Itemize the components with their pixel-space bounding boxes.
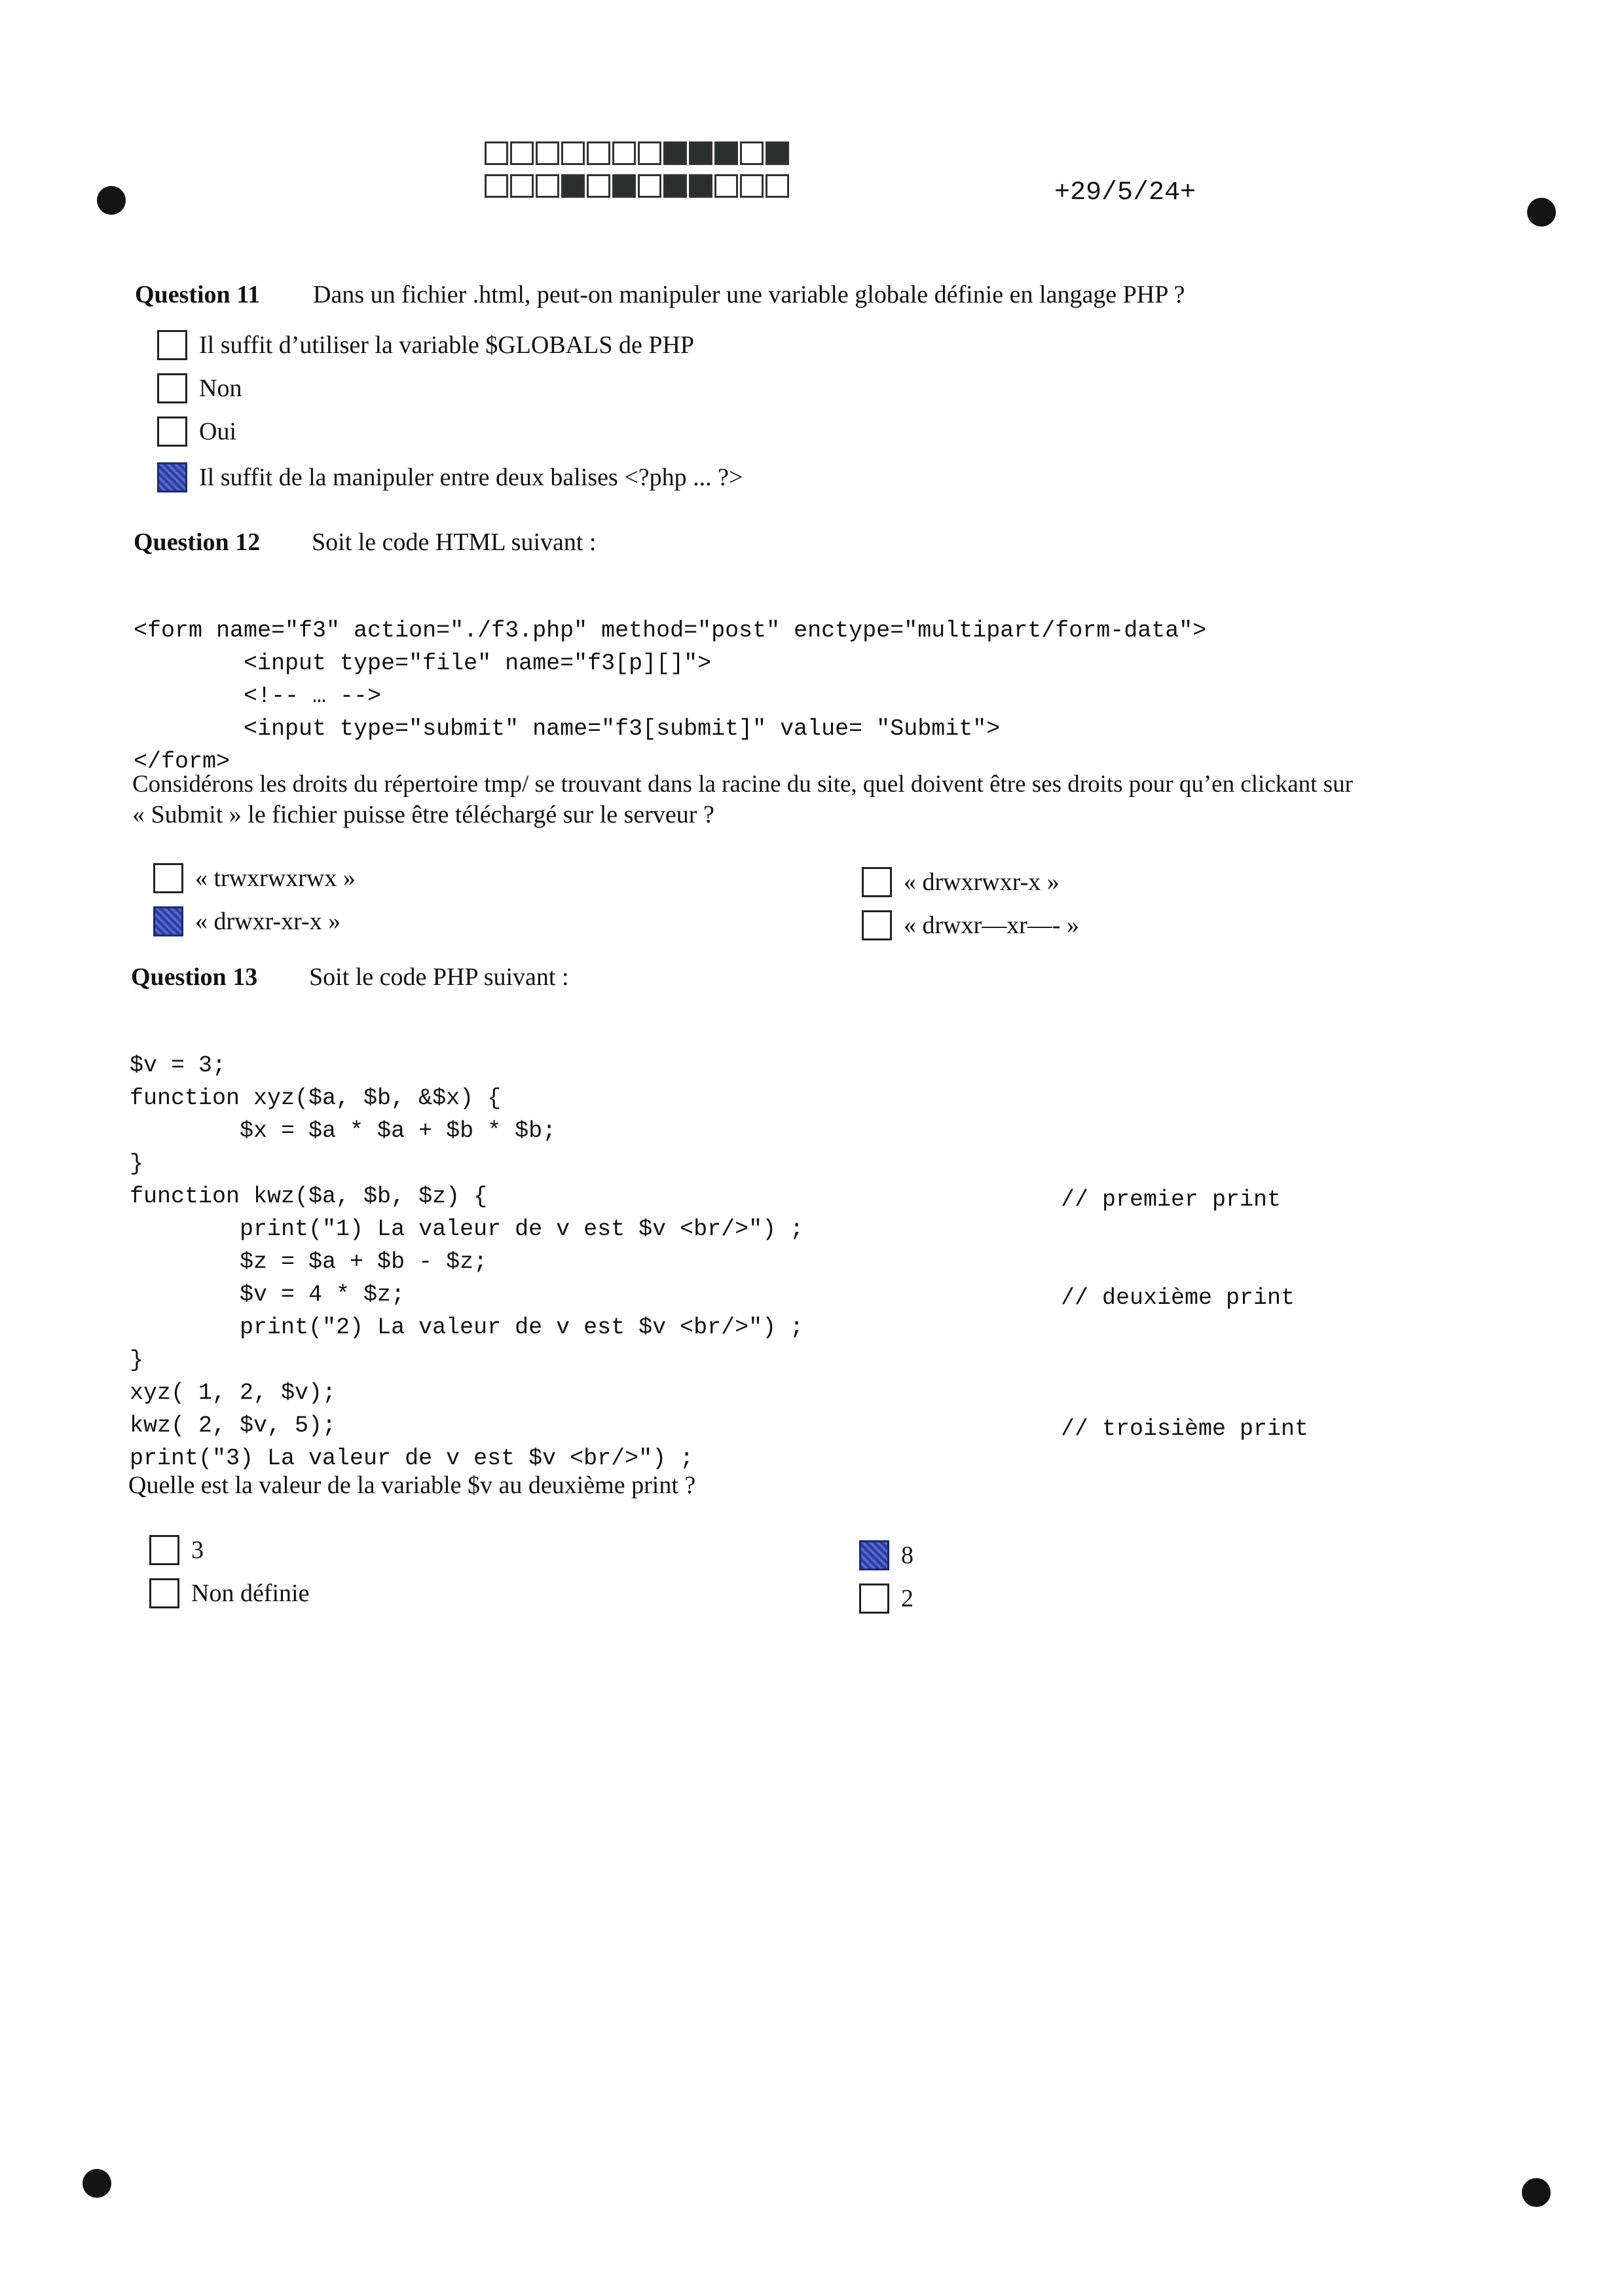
code-comment-premier: // premier print	[1061, 1187, 1282, 1213]
barcode-cell	[485, 174, 508, 198]
q13-option-3[interactable]	[859, 1540, 913, 1570]
code-line: xyz( 1, 2, $v);	[130, 1380, 337, 1406]
q12-option-1[interactable]	[153, 863, 356, 893]
q13-option-1[interactable]	[149, 1535, 204, 1565]
barcode-cell	[561, 174, 585, 198]
q11-option-3[interactable]	[157, 417, 236, 447]
barcode-cell	[663, 141, 687, 165]
checkbox-checked[interactable]	[153, 906, 183, 936]
registration-mark-bottom-left	[83, 2169, 111, 2198]
barcode-cell	[689, 174, 712, 198]
question-label: Question 13	[131, 963, 258, 991]
code-line: function xyz($a, $b, &$x) {	[130, 1085, 502, 1111]
q12-text-line-1: Considérons les droits du répertoire tmp/ se trouvant dans la racine du site, quel doivent être ses droits pour qu’en clickant sur	[132, 771, 1353, 798]
code-line: }	[130, 1347, 144, 1373]
registration-mark-bottom-right	[1522, 2178, 1551, 2207]
q11-option-1[interactable]	[157, 330, 694, 360]
q12-option-3[interactable]	[862, 867, 1060, 897]
question-label: Question 11	[135, 281, 261, 308]
option-label: 2	[901, 1585, 913, 1612]
q12-text-line-2: « Submit » le fichier puisse être téléchargé sur le serveur ?	[132, 801, 714, 828]
code-line: print("3) La valeur de v est $v <br/>") ;	[130, 1445, 694, 1472]
question-prompt: Soit le code PHP suivant :	[309, 963, 569, 991]
barcode-cell	[587, 174, 610, 198]
q12-option-4[interactable]	[862, 910, 1079, 940]
question-prompt: Soit le code HTML suivant :	[312, 528, 597, 556]
code-line: }	[130, 1151, 144, 1177]
question-label: Question 12	[134, 528, 261, 556]
option-label: « drwxrwxr-x »	[904, 868, 1060, 896]
code-line: print("1) La valeur de v est $v <br/>") ;	[130, 1216, 804, 1242]
checkbox[interactable]	[153, 863, 183, 893]
option-label: Il suffit d’utiliser la variable $GLOBALS de PHP	[199, 331, 695, 359]
option-label: Oui	[199, 418, 236, 445]
barcode-cell	[689, 141, 712, 165]
checkbox[interactable]	[859, 1583, 889, 1614]
option-label: « trwxrwxrwx »	[195, 864, 356, 892]
barcode-cell	[638, 174, 661, 198]
q13-option-2[interactable]	[149, 1578, 309, 1608]
barcode-cell	[714, 141, 738, 165]
code-line: $v = 4 * $z;	[130, 1282, 405, 1308]
checkbox[interactable]	[157, 417, 187, 447]
barcode-cell	[740, 141, 764, 165]
code-line: <!-- … -->	[134, 683, 382, 709]
checkbox[interactable]	[149, 1578, 179, 1608]
barcode-cell	[766, 141, 789, 165]
checkbox-checked[interactable]	[157, 462, 187, 492]
option-label: « drwxr—xr—- »	[904, 912, 1080, 939]
page-id: +29/5/24+	[1054, 178, 1196, 208]
barcode-row-1	[485, 141, 791, 165]
barcode-cell	[485, 141, 508, 165]
code-line: $v = 3;	[130, 1052, 227, 1079]
option-label: Non définie	[191, 1580, 310, 1607]
option-label: « drwxr-xr-x »	[195, 908, 341, 935]
code-line: $x = $a * $a + $b * $b;	[130, 1118, 557, 1144]
checkbox[interactable]	[157, 373, 187, 403]
registration-mark-top-left	[97, 186, 126, 215]
checkbox[interactable]	[157, 330, 187, 360]
q12-option-2[interactable]	[153, 906, 341, 936]
code-line: kwz( 2, $v, 5);	[130, 1413, 337, 1439]
code-line: $z = $a + $b - $z;	[130, 1249, 488, 1275]
checkbox[interactable]	[862, 910, 892, 940]
option-label: 3	[191, 1536, 204, 1564]
barcode-cell	[536, 141, 559, 165]
php-code-block	[130, 1016, 803, 1508]
option-label: 8	[901, 1542, 913, 1569]
code-line: </form>	[134, 749, 231, 775]
code-comment-deuxieme: // deuxième print	[1061, 1285, 1295, 1311]
checkbox-checked[interactable]	[859, 1540, 889, 1570]
code-line: <input type="submit" name="f3[submit]" value= "Submit">	[134, 716, 1001, 742]
barcode-cell	[561, 141, 585, 165]
q13-question: Quelle est la valeur de la variable $v au deuxième print ?	[128, 1472, 696, 1499]
question-12-header	[134, 528, 596, 557]
barcode-row-2	[485, 174, 791, 198]
barcode-cell	[766, 174, 789, 198]
code-line: print("2) La valeur de v est $v <br/>") ;	[130, 1314, 804, 1341]
barcode-cell	[612, 174, 636, 198]
q13-option-4[interactable]	[859, 1583, 913, 1614]
code-line: <form name="f3" action="./f3.php" method="post" enctype="multipart/form-data">	[134, 618, 1207, 644]
barcode-cell	[510, 174, 534, 198]
barcode-cell	[663, 174, 687, 198]
barcode-cell	[510, 141, 534, 165]
barcode-cell	[638, 141, 661, 165]
question-11-header	[135, 280, 1185, 309]
option-label: Il suffit de la manipuler entre deux balises <?php ... ?>	[199, 464, 743, 491]
code-line: function kwz($a, $b, $z) {	[130, 1183, 488, 1210]
barcode-cell	[536, 174, 559, 198]
barcode-cell	[612, 141, 636, 165]
checkbox[interactable]	[862, 867, 892, 897]
registration-mark-top-right	[1527, 198, 1556, 227]
code-line: <input type="file" name="f3[p][]">	[134, 650, 712, 676]
question-13-header	[131, 963, 569, 991]
barcode-cell	[714, 174, 738, 198]
option-label: Non	[199, 375, 242, 402]
q11-option-2[interactable]	[157, 373, 242, 403]
q11-option-4[interactable]	[157, 462, 743, 492]
barcode-cell	[740, 174, 764, 198]
question-prompt: Dans un fichier .html, peut-on manipuler une variable globale définie en langage PHP ?	[313, 281, 1185, 308]
code-comment-troisieme: // troisième print	[1061, 1416, 1309, 1442]
barcode-cell	[587, 141, 610, 165]
checkbox[interactable]	[149, 1535, 179, 1565]
